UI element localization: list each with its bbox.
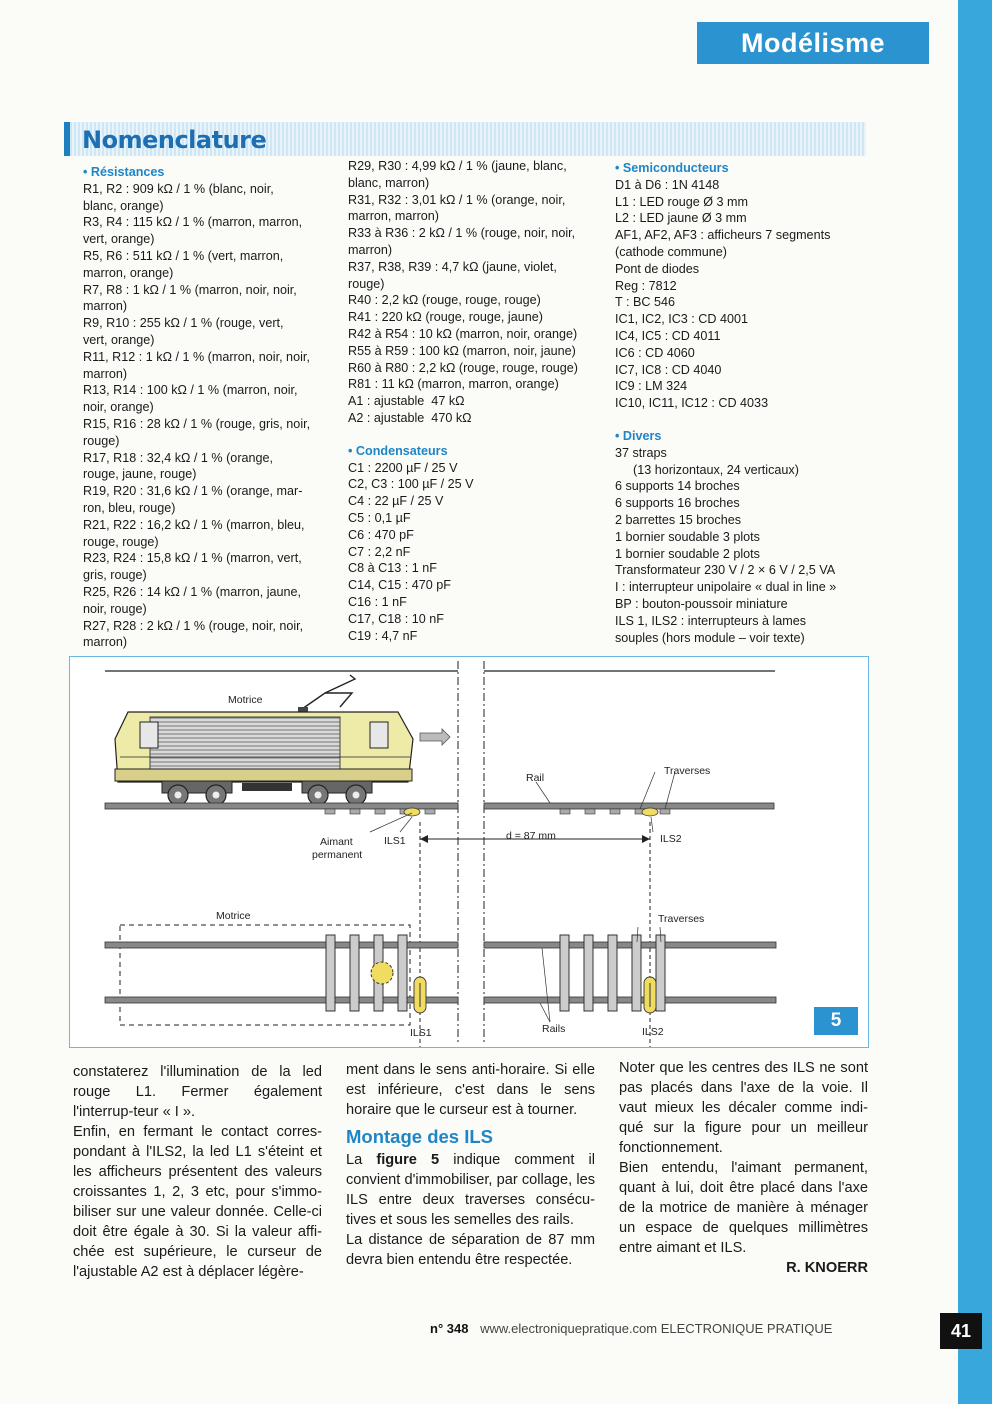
direction-arrow — [420, 729, 450, 745]
text-span: indique comment il convient d'immobiliser, par collage, les ILS entre deux traverses consécu-tives et sous les semelles des rails. — [346, 1152, 595, 1228]
semiconducteurs-heading: • Semiconducteurs — [615, 161, 729, 175]
section-heading-montage: Montage des ILS — [346, 1126, 493, 1147]
nomenclature-line: R19, R20 : 31,6 kΩ / 1 % (orange, mar- — [83, 484, 303, 499]
text-span: La — [346, 1152, 377, 1168]
nomenclature-line: R15, R16 : 28 kΩ / 1 % (rouge, gris, noir, — [83, 416, 311, 431]
ils2-side — [642, 808, 658, 816]
label-ils1-bottom: ILS1 — [410, 1027, 432, 1039]
nomenclature-line: IC9 : LM 324 — [615, 379, 688, 394]
label-motrice-top: Motrice — [228, 694, 263, 706]
nomenclature-line: R60 à R80 : 2,2 kΩ (rouge, rouge, rouge) — [348, 360, 578, 375]
nomenclature-line: noir, rouge) — [83, 601, 147, 616]
nomenclature-line: R1, R2 : 909 kΩ / 1 % (blanc, noir, — [83, 181, 274, 196]
body-paragraph — [346, 1150, 595, 1230]
nomenclature-line: rouge, rouge) — [83, 534, 159, 549]
nomenclature-line: marron, orange) — [83, 265, 174, 280]
nomenclature-line: R17, R18 : 32,4 kΩ / 1 % (orange, — [83, 450, 274, 465]
nomenclature-line: C7 : 2,2 nF — [348, 544, 411, 559]
nomenclature-line: R7, R8 : 1 kΩ / 1 % (marron, noir, noir, — [83, 282, 297, 297]
body-paragraph: La distance de séparation de 87 mm devra bien entendu être respectée. — [346, 1232, 595, 1268]
nomenclature-line: IC7, IC8 : CD 4040 — [615, 362, 722, 377]
label-traverses-top: Traverses — [664, 765, 711, 777]
nomenclature-line: marron, marron) — [348, 209, 439, 224]
nomenclature-line: IC6 : CD 4060 — [615, 345, 695, 360]
nomenclature-line: C5 : 0,1 µF — [348, 510, 411, 525]
nomenclature-line: C4 : 22 µF / 25 V — [348, 494, 444, 509]
nomenclature-line: R5, R6 : 511 kΩ / 1 % (vert, marron, — [83, 248, 284, 263]
nomenclature-line: rouge) — [83, 433, 120, 448]
footer-site: www.electroniquepratique.com ELECTRONIQUE PRATIQUE — [480, 1321, 833, 1336]
figure-number-badge: 5 — [814, 1007, 858, 1035]
label-rail: Rail — [526, 772, 545, 784]
nomenclature-line: rouge) — [348, 276, 385, 291]
nomenclature-line: R31, R32 : 3,01 kΩ / 1 % (orange, noir, — [348, 192, 566, 207]
page-number: 41 — [940, 1313, 982, 1349]
nomenclature-line: vert, orange) — [83, 332, 155, 347]
label-distance: d = 87 mm — [506, 830, 556, 842]
nomenclature-line: A1 : ajustable 47 kΩ — [348, 394, 465, 409]
nomenclature-line: A2 : ajustable 470 kΩ — [348, 410, 472, 425]
figure-5 — [69, 656, 869, 1048]
section-tab: Modélisme — [697, 22, 929, 64]
nomenclature-line: R81 : 11 kΩ (marron, marron, orange) — [348, 377, 559, 392]
nomenclature-line: marron) — [348, 242, 393, 257]
nomenclature-line: souples (hors module – voir texte) — [615, 630, 805, 645]
resistances-heading: • Résistances — [83, 165, 165, 179]
label-permanent: permanent — [312, 849, 363, 861]
nomenclature-line: rouge, jaune, rouge) — [83, 467, 197, 482]
rail-side-right — [484, 803, 774, 809]
locomotive-top — [115, 675, 413, 805]
body-paragraph: Enfin, en fermant le contact corres-pondant à l'ILS2, la led L1 s'éteint et les afficheurs présentent des valeurs croissantes 1, 2, 3 etc, pour s'immo-biliser sur une valeur donnée. Celle-ci doit être égale à 30. Si la valeur affi-chée est supérieure, le curseur de l'ajustable A2 est à déplacer légère- — [73, 1124, 322, 1280]
body-paragraph: Noter que les centres des ILS ne sont pas placés dans l'axe de la voie. Il vaut mieux les décaler comme indi-qué sur la figure pour un meilleur fonctionnement. — [619, 1060, 868, 1156]
nomenclature-line: I : interrupteur unipolaire « dual in line » — [615, 580, 837, 595]
nomenclature-line: R40 : 2,2 kΩ (rouge, rouge, rouge) — [348, 293, 541, 308]
nomenclature-line: Pont de diodes — [615, 261, 700, 276]
nomenclature-col-semiconducteurs — [615, 160, 855, 646]
nomenclature-line: 37 straps — [615, 445, 667, 460]
nomenclature-line: (cathode commune) — [615, 244, 727, 259]
nomenclature-line: C14, C15 : 470 pF — [348, 578, 451, 593]
rail-side-left — [105, 803, 458, 809]
nomenclature-line: R13, R14 : 100 kΩ / 1 % (marron, noir, — [83, 383, 298, 398]
nomenclature-line: 2 barrettes 15 broches — [615, 512, 742, 527]
nomenclature-line: marron) — [83, 635, 128, 650]
nomenclature-line: Transformateur 230 V / 2 × 6 V / 2,5 VA — [615, 563, 836, 578]
nomenclature-col-resistances — [83, 164, 333, 651]
label-ils2-top: ILS2 — [660, 833, 682, 845]
body-column-3 — [619, 1058, 868, 1278]
nomenclature-line: R11, R12 : 1 kΩ / 1 % (marron, noir, noir, — [83, 349, 310, 364]
nomenclature-line: R29, R30 : 4,99 kΩ / 1 % (jaune, blanc, — [348, 159, 567, 173]
nomenclature-line: 1 bornier soudable 3 plots — [615, 529, 760, 544]
motrice-outline-top-view — [120, 925, 410, 1025]
nomenclature-line: C17, C18 : 10 nF — [348, 611, 444, 626]
track-top-view-right — [484, 935, 776, 1013]
track-diagram — [70, 657, 868, 1047]
nomenclature-col-middle — [348, 158, 600, 644]
nomenclature-line: vert, orange) — [83, 232, 155, 247]
condensateurs-heading: • Condensateurs — [348, 443, 448, 458]
body-column-1 — [73, 1062, 322, 1282]
nomenclature-line: R37, R38, R39 : 4,7 kΩ (jaune, violet, — [348, 259, 557, 274]
track-top-view-left — [105, 935, 458, 1013]
label-motrice-bottom: Motrice — [216, 910, 251, 922]
nomenclature-line: T : BC 546 — [615, 295, 675, 310]
nomenclature-line: ron, bleu, rouge) — [83, 500, 176, 515]
nomenclature-line: Reg : 7812 — [615, 278, 677, 293]
issue-number: n° 348 — [430, 1321, 469, 1336]
nomenclature-line: R9, R10 : 255 kΩ / 1 % (rouge, vert, — [83, 316, 284, 331]
label-aimant: Aimant — [320, 836, 353, 848]
nomenclature-line: blanc, marron) — [348, 175, 430, 190]
nomenclature-line: noir, orange) — [83, 400, 154, 415]
nomenclature-line: marron) — [83, 366, 128, 381]
nomenclature-line: C8 à C13 : 1 nF — [348, 561, 437, 576]
nomenclature-line: C6 : 470 pF — [348, 527, 414, 542]
nomenclature-line: R42 à R54 : 10 kΩ (marron, noir, orange) — [348, 326, 578, 341]
nomenclature-line: 6 supports 16 broches — [615, 496, 740, 511]
nomenclature-line: 6 supports 14 broches — [615, 479, 740, 494]
nomenclature-title: Nomenclature — [82, 126, 267, 154]
nomenclature-line: D1 à D6 : 1N 4148 — [615, 177, 720, 192]
nomenclature-line: gris, rouge) — [83, 568, 147, 583]
label-ils2-bottom: ILS2 — [642, 1026, 664, 1038]
nomenclature-line: IC1, IC2, IC3 : CD 4001 — [615, 312, 748, 327]
label-traverses-bottom: Traverses — [658, 913, 705, 925]
body-paragraph: Bien entendu, l'aimant permanent, quant à lui, doit être placé dans l'axe de la motrice de manière à ménager un espace de quelques millimètres entre aimant et ILS. — [619, 1160, 868, 1256]
magnet-side — [404, 808, 420, 816]
label-rails: Rails — [542, 1023, 566, 1035]
figure-reference: figure 5 — [376, 1152, 440, 1168]
body-paragraph: ment dans le sens anti-horaire. Si elle est inférieure, c'est dans le sens horaire que le curseur est à tourner. — [346, 1062, 595, 1118]
nomenclature-line: R3, R4 : 115 kΩ / 1 % (marron, marron, — [83, 215, 303, 230]
nomenclature-line: marron) — [83, 299, 128, 314]
nomenclature-line: C16 : 1 nF — [348, 594, 407, 609]
nomenclature-line: IC4, IC5 : CD 4011 — [615, 328, 721, 343]
nomenclature-line: (13 horizontaux, 24 verticaux) — [633, 462, 799, 477]
nomenclature-line: C19 : 4,7 nF — [348, 628, 418, 643]
nomenclature-line: R33 à R36 : 2 kΩ / 1 % (rouge, noir, noir, — [348, 226, 576, 241]
nomenclature-line: ILS 1, ILS2 : interrupteurs à lames — [615, 613, 807, 628]
page-footer — [430, 1321, 832, 1336]
body-paragraph: constaterez l'illumination de la led rouge L1. Fermer également l'interrup-teur « I ». — [73, 1064, 322, 1120]
nomenclature-line: IC10, IC11, IC12 : CD 4033 — [615, 396, 769, 411]
nomenclature-line: AF1, AF2, AF3 : afficheurs 7 segments — [615, 228, 831, 243]
nomenclature-line: blanc, orange) — [83, 198, 164, 213]
nomenclature-line: C2, C3 : 100 µF / 25 V — [348, 477, 474, 492]
nomenclature-line: R25, R26 : 14 kΩ / 1 % (marron, jaune, — [83, 584, 302, 599]
nomenclature-line: R21, R22 : 16,2 kΩ / 1 % (marron, bleu, — [83, 517, 305, 532]
divers-heading: • Divers — [615, 428, 662, 443]
author: R. KNOERR — [786, 1260, 868, 1276]
label-ils1-top: ILS1 — [384, 835, 406, 847]
nomenclature-line: R55 à R59 : 100 kΩ (marron, noir, jaune) — [348, 343, 576, 358]
nomenclature-line: R23, R24 : 15,8 kΩ / 1 % (marron, vert, — [83, 551, 302, 566]
nomenclature-line: C1 : 2200 µF / 25 V — [348, 460, 458, 475]
nomenclature-line: 1 bornier soudable 2 plots — [615, 546, 760, 561]
nomenclature-line: R41 : 220 kΩ (rouge, rouge, jaune) — [348, 310, 543, 325]
nomenclature-line: BP : bouton-poussoir miniature — [615, 596, 788, 611]
body-column-2 — [346, 1060, 595, 1270]
nomenclature-line: L1 : LED rouge Ø 3 mm — [615, 194, 748, 209]
nomenclature-line: L2 : LED jaune Ø 3 mm — [615, 211, 747, 226]
page-edge-band — [958, 0, 992, 1404]
nomenclature-line: R27, R28 : 2 kΩ / 1 % (rouge, noir, noir, — [83, 618, 304, 633]
